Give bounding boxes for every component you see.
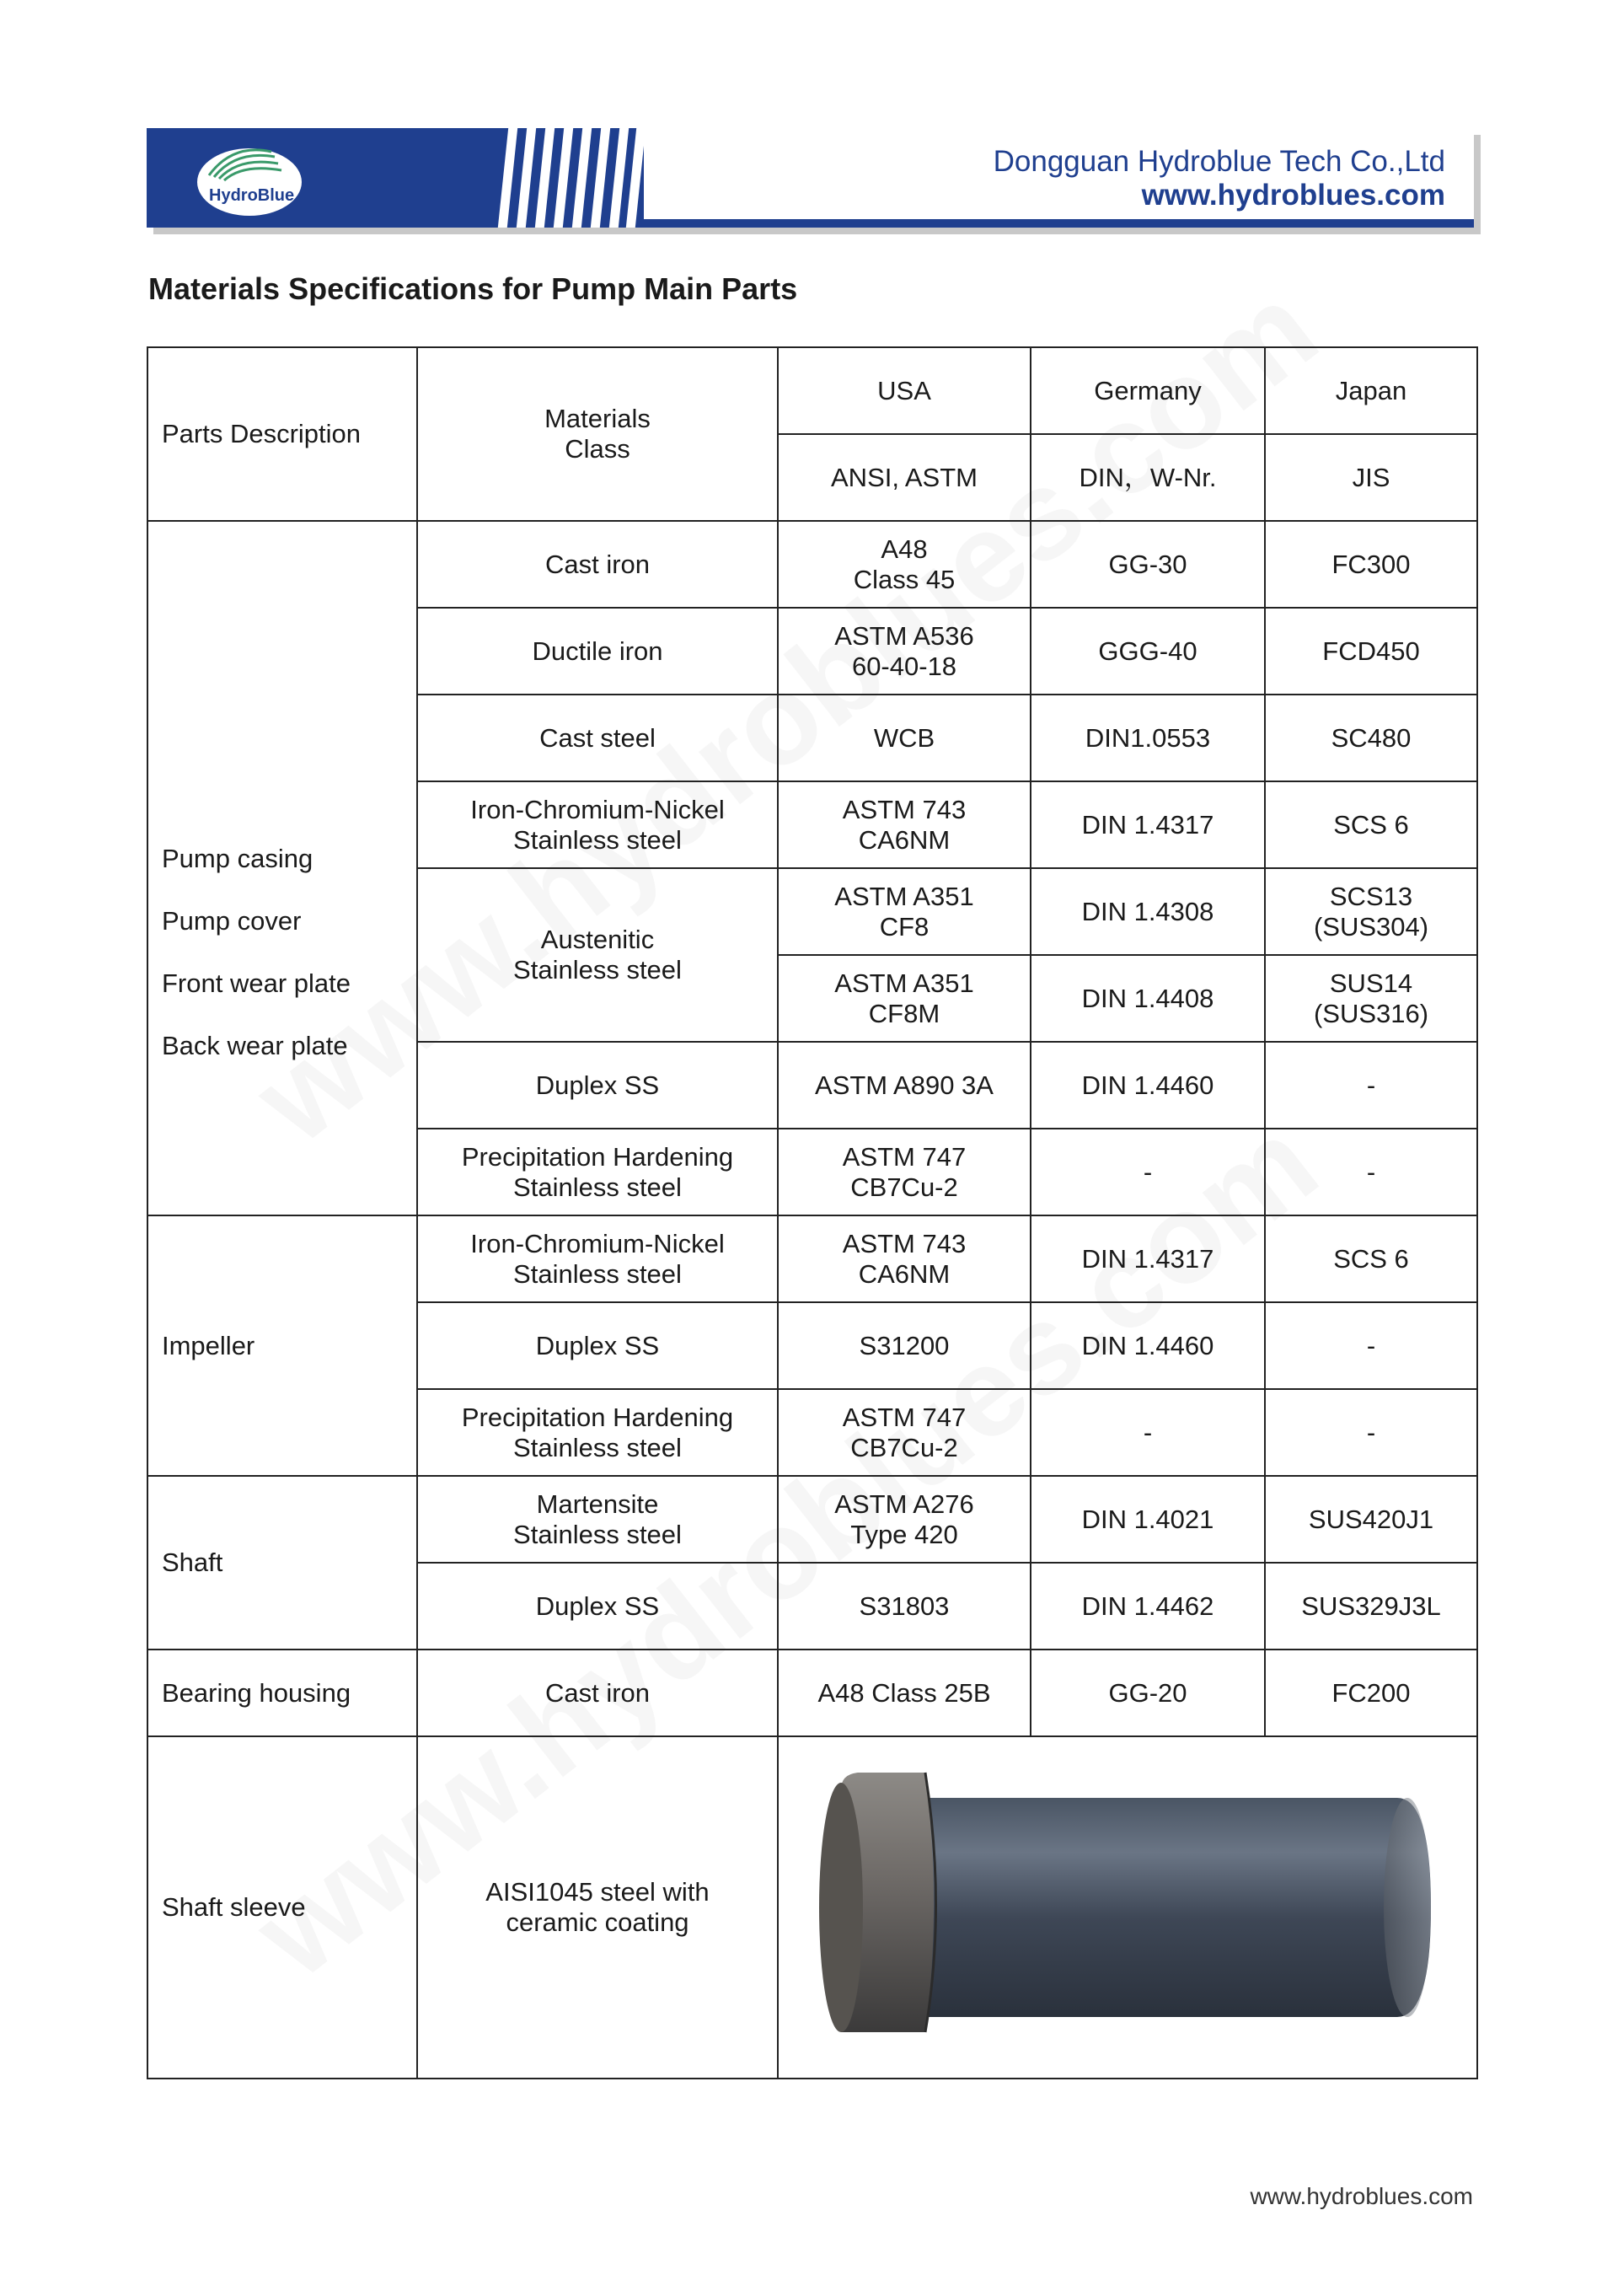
header-japan-standard: JIS [1265, 434, 1477, 521]
page-title: Materials Specifications for Pump Main Parts [148, 271, 798, 306]
usa-cell: ASTM A351 CF8M [778, 955, 1031, 1042]
footer-website[interactable]: www.hydroblues.com [1250, 2183, 1473, 2209]
table-row [147, 1476, 1477, 1563]
usa-cell: S31803 [778, 1563, 1031, 1650]
germany-cell: DIN 1.4021 [1031, 1476, 1265, 1563]
banner-brand-block [147, 128, 644, 228]
germany-cell: - [1031, 1129, 1265, 1215]
japan-cell: SCS 6 [1265, 781, 1477, 868]
japan-cell: SUS329J3L [1265, 1563, 1477, 1650]
banner-stripes [496, 128, 644, 228]
material-cell: Cast steel [417, 695, 778, 781]
germany-cell: DIN 1.4317 [1031, 1215, 1265, 1302]
usa-cell: ASTM 747 CB7Cu-2 [778, 1129, 1031, 1215]
usa-cell: ASTM A890 3A [778, 1042, 1031, 1129]
germany-cell: DIN 1.4308 [1031, 868, 1265, 955]
material-cell: Duplex SS [417, 1563, 778, 1650]
material-cell: Austenitic Stainless steel [417, 868, 778, 1042]
hydroblue-logo [190, 138, 308, 219]
usa-cell: ASTM A351 CF8 [778, 868, 1031, 955]
japan-cell: - [1265, 1389, 1477, 1476]
material-cell: AISI1045 steel with ceramic coating [417, 1736, 778, 2079]
japan-cell: FCD450 [1265, 608, 1477, 695]
germany-cell: GG-20 [1031, 1650, 1265, 1736]
table-row [147, 1650, 1477, 1736]
japan-cell: FC200 [1265, 1650, 1477, 1736]
germany-cell: - [1031, 1389, 1265, 1476]
material-cell: Ductile iron [417, 608, 778, 695]
usa-cell: ASTM A276 Type 420 [778, 1476, 1031, 1563]
germany-cell: DIN 1.4408 [1031, 955, 1265, 1042]
parts-shaft-sleeve: Shaft sleeve [147, 1736, 417, 2079]
header-parts-description: Parts Description [147, 347, 417, 521]
table-row [147, 1736, 1477, 2079]
table-row [147, 521, 1477, 608]
japan-cell: - [1265, 1129, 1477, 1215]
header-germany-standard: DIN，W-Nr. [1031, 434, 1265, 521]
material-cell: Martensite Stainless steel [417, 1476, 778, 1563]
company-block [994, 145, 1445, 212]
material-cell: Duplex SS [417, 1042, 778, 1129]
parts-impeller: Impeller [147, 1215, 417, 1476]
parts-casing-group: Pump casing Pump cover Front wear plate Back wear plate [147, 521, 417, 1215]
germany-cell: GGG-40 [1031, 608, 1265, 695]
usa-cell: A48 Class 25B [778, 1650, 1031, 1736]
shaft-sleeve-photo [778, 1736, 1477, 2079]
header-materials-class: Materials Class [417, 347, 778, 521]
japan-cell: SUS14 (SUS316) [1265, 955, 1477, 1042]
material-cell: Precipitation Hardening Stainless steel [417, 1129, 778, 1215]
material-cell: Iron-Chromium-Nickel Stainless steel [417, 1215, 778, 1302]
header-germany: Germany [1031, 347, 1265, 434]
header-japan: Japan [1265, 347, 1477, 434]
germany-cell: GG-30 [1031, 521, 1265, 608]
japan-cell: SUS420J1 [1265, 1476, 1477, 1563]
japan-cell: FC300 [1265, 521, 1477, 608]
japan-cell: - [1265, 1042, 1477, 1129]
parts-shaft: Shaft [147, 1476, 417, 1650]
japan-cell: SC480 [1265, 695, 1477, 781]
svg-text:HydroBlue: HydroBlue [209, 186, 295, 205]
germany-cell: DIN 1.4462 [1031, 1563, 1265, 1650]
header-usa: USA [778, 347, 1031, 434]
japan-cell: - [1265, 1302, 1477, 1389]
usa-cell: ASTM 747 CB7Cu-2 [778, 1389, 1031, 1476]
germany-cell: DIN1.0553 [1031, 695, 1265, 781]
shaft-sleeve-image [807, 1764, 1448, 2051]
usa-cell: S31200 [778, 1302, 1031, 1389]
material-cell: Iron-Chromium-Nickel Stainless steel [417, 781, 778, 868]
japan-cell: SCS 6 [1265, 1215, 1477, 1302]
banner-underline [644, 219, 1474, 228]
usa-cell: WCB [778, 695, 1031, 781]
material-cell: Cast iron [417, 521, 778, 608]
material-cell: Duplex SS [417, 1302, 778, 1389]
company-name: Dongguan Hydroblue Tech Co.,Ltd [993, 145, 1445, 178]
header-banner [147, 128, 1474, 228]
header-usa-standard: ANSI, ASTM [778, 434, 1031, 521]
material-cell: Precipitation Hardening Stainless steel [417, 1389, 778, 1476]
usa-cell: ASTM 743 CA6NM [778, 1215, 1031, 1302]
company-website[interactable]: www.hydroblues.com [1141, 179, 1445, 212]
usa-cell: ASTM A536 60-40-18 [778, 608, 1031, 695]
germany-cell: DIN 1.4460 [1031, 1042, 1265, 1129]
table-row [147, 1215, 1477, 1302]
germany-cell: DIN 1.4317 [1031, 781, 1265, 868]
parts-bearing-housing: Bearing housing [147, 1650, 417, 1736]
usa-cell: ASTM 743 CA6NM [778, 781, 1031, 868]
usa-cell: A48 Class 45 [778, 521, 1031, 608]
materials-table [147, 346, 1478, 2079]
germany-cell: DIN 1.4460 [1031, 1302, 1265, 1389]
japan-cell: SCS13 (SUS304) [1265, 868, 1477, 955]
material-cell: Cast iron [417, 1650, 778, 1736]
